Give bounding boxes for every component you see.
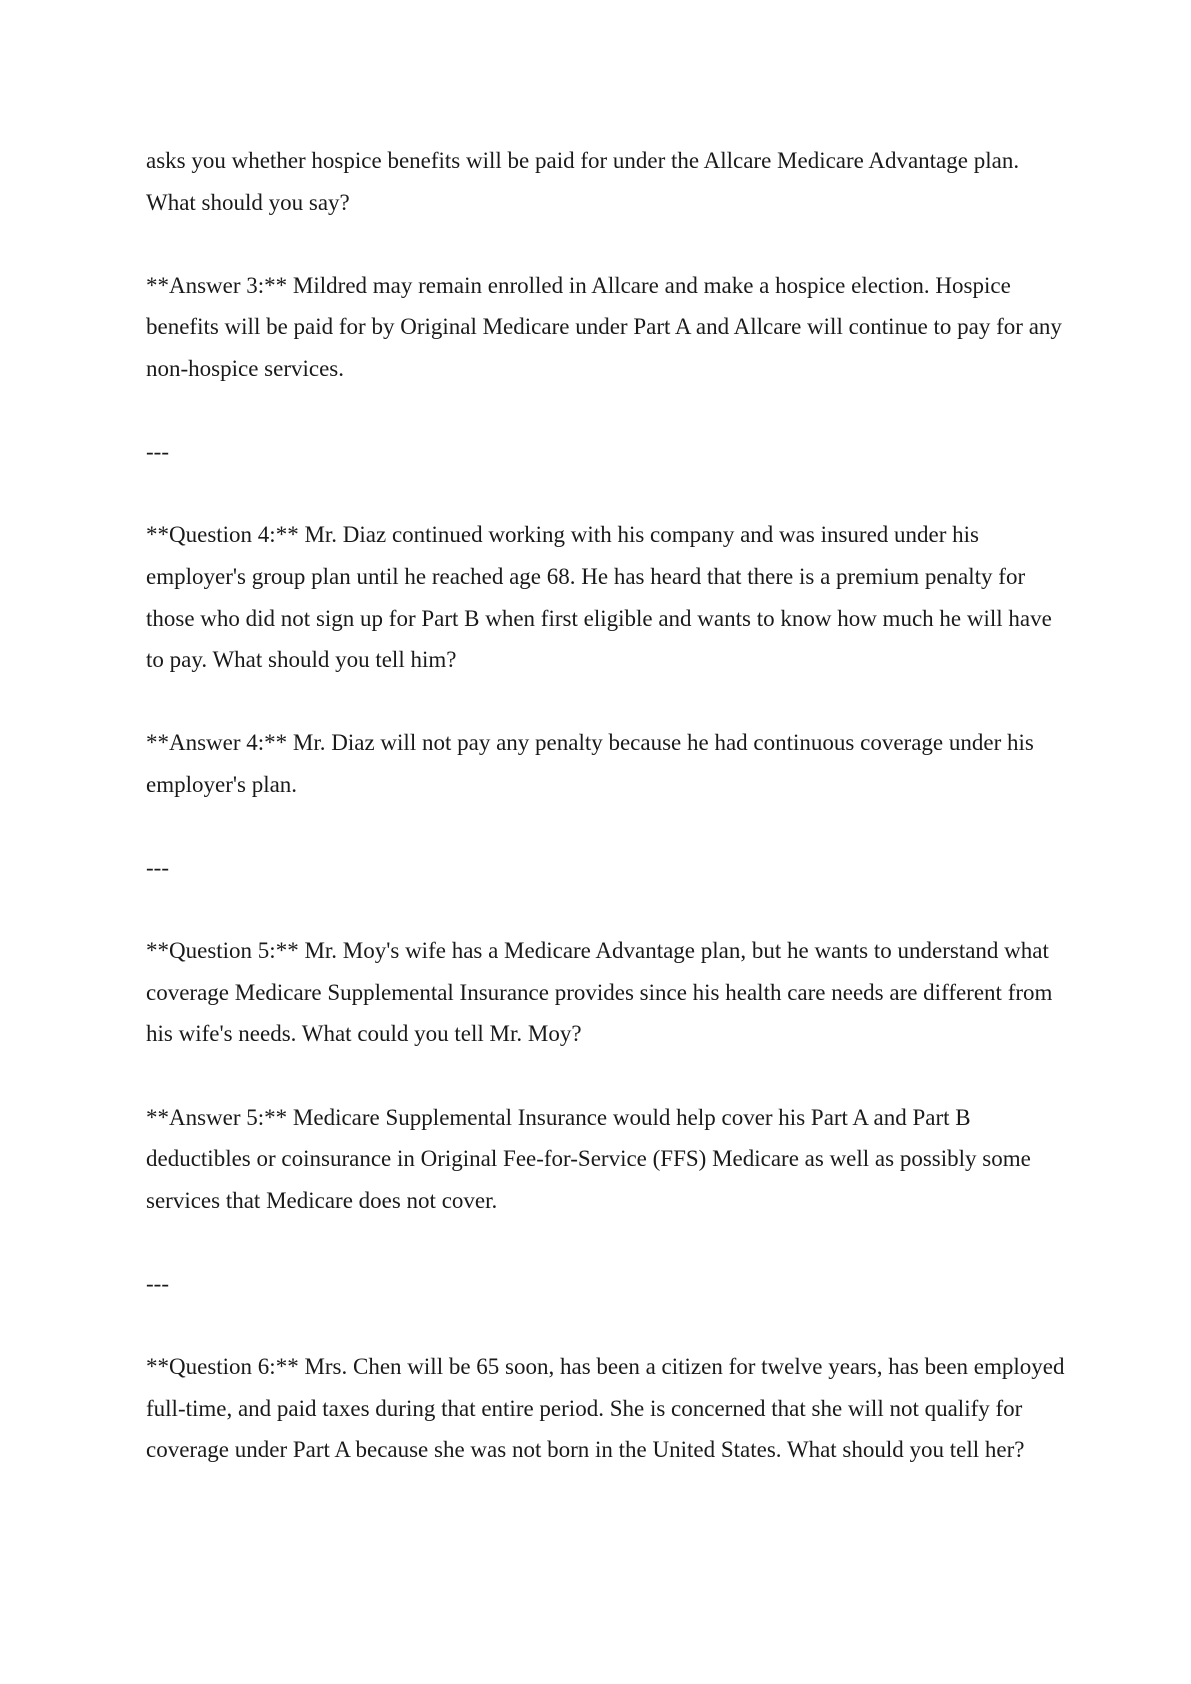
- question-4: **Question 4:** Mr. Diaz continued working with his company and was insured under his employer's group plan until he reached age 68. He has heard that there is a premium penalty for those who did not sign up for Part B when first eligible and wants to know how much he will have to pay. What should you tell him?: [146, 522, 1052, 673]
- document-body: [146, 140, 1066, 1471]
- answer-4: **Answer 4:** Mr. Diaz will not pay any penalty because he had continuous coverage under his employer's plan.: [146, 730, 1034, 797]
- question-6: **Question 6:** Mrs. Chen will be 65 soon, has been a citizen for twelve years, has been employed full-time, and paid taxes during that entire period. She is concerned that she will not qualify for coverage under Part A because she was not born in the United States. What should you tell her?: [146, 1354, 1065, 1463]
- separator: ---: [146, 855, 169, 881]
- answer-5: **Answer 5:** Medicare Supplemental Insurance would help cover his Part A and Part B deductibles or coinsurance in Original Fee-for-Service (FFS) Medicare as well as possibly some services that Medicare does not cover.: [146, 1104, 1031, 1213]
- question-5: **Question 5:** Mr. Moy's wife has a Medicare Advantage plan, but he wants to understand what coverage Medicare Supplemental Insurance provides since his health care needs are different from his wife's needs. What could you tell Mr. Moy?: [146, 938, 1053, 1047]
- answer-3: **Answer 3:** Mildred may remain enrolled in Allcare and make a hospice election. Hospice benefits will be paid for by Original Medicare under Part A and Allcare will continue to pay for any non-hospice services.: [146, 272, 1062, 381]
- separator: ---: [146, 439, 169, 465]
- question-3-continuation: asks you whether hospice benefits will be paid for under the Allcare Medicare Advantage plan. What should you say?: [146, 148, 1020, 215]
- separator: ---: [146, 1271, 169, 1297]
